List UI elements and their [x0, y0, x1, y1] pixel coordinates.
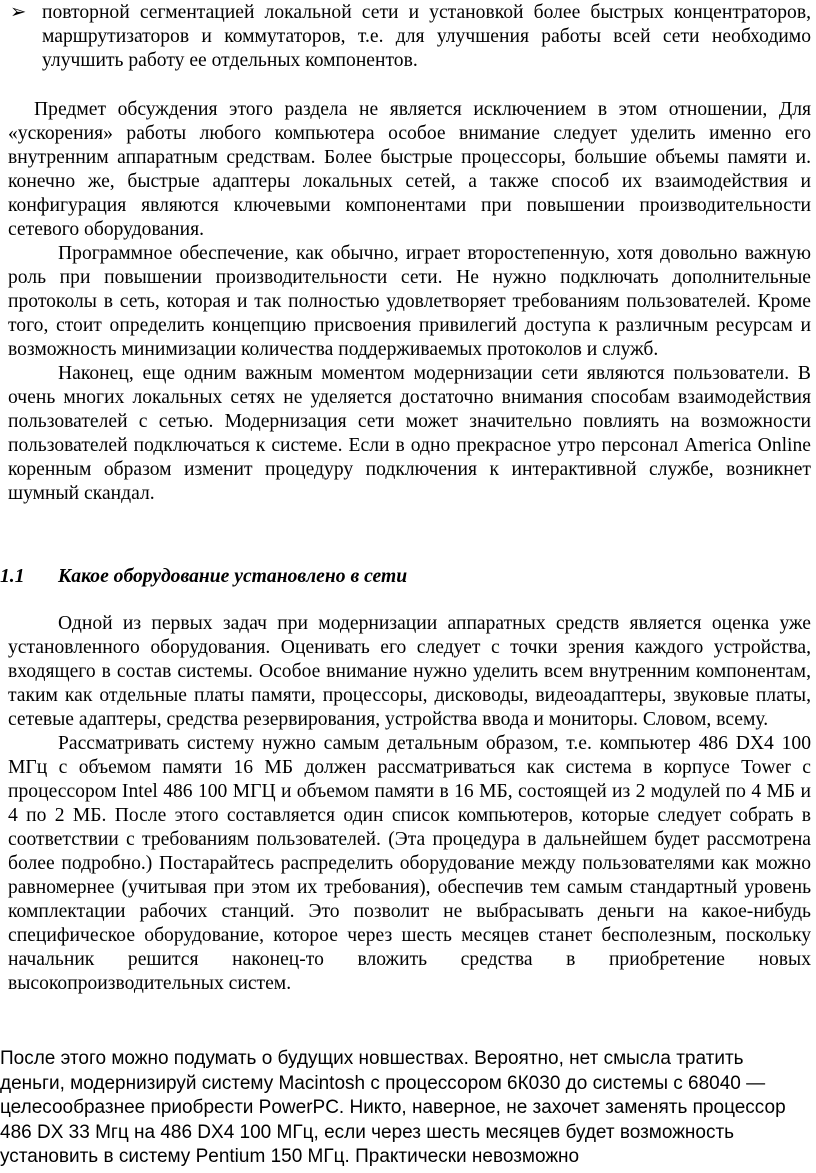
- tail-paragraph: После этого можно подумать о будущих новшествах. Вероятно, нет смысла тратить деньги, модернизируй систему Macintosh с процессором 6К030 до системы с 68040 — целесообразнее приобрести PowerPC. Никто, наверное, не захочет заменять процессор 486 DX 33 Мгц на 486 DX4 100 МГц, если через шесть месяцев будет возможность установить в систему Pentium 150 МГц. Практически невозможно: [0, 1048, 786, 1168]
- body-text-section: [8, 612, 811, 996]
- body-text-top: [8, 98, 811, 506]
- bullet-text: повторной сегментацией локальной сети и установкой более быстрых концентраторов, маршрутизаторов и коммутаторов, т.е. для улучшения работы всей сети необходимо улучшить работу ее отдельных компонентов.: [42, 2, 811, 71]
- paragraph: Наконец, еще одним важным моментом модернизации сети являются пользователи. В очень многих локальных сетях не уделяется достаточно внимания способам взаимодействия пользователей с сетью. Модернизация сети может значительно повлиять на возможности пользователей подключаться к системе. Если в одно прекрасное утро персонал America Online коренным образом изменит процедуру подключения к интерактивной службе, возникнет шумный скандал.: [8, 363, 811, 504]
- paragraph: Предмет обсуждения этого раздела не является исключением в этом отношении, Для «ускорения» работы любого компьютера особое внимание следует уделить именно его внутренним аппаратным средствам. Более быстрые процессоры, большие объемы памяти и. конечно же, быстрые адаптеры локальных сетей, а также способ их взаимодействия и конфигурация являются ключевыми компонентами при повышении производительности сетевого оборудования.: [8, 99, 811, 240]
- paragraph: Рассматривать систему нужно самым детальным образом, т.е. компьютер 486 DX4 100 МГц с объемом памяти 16 МБ должен рассматриваться как система в корпусе Tower с процессором Intel 486 100 МГЦ и объемом памяти в 16 МБ, состоящей из 2 модулей по 4 МБ и 4 по 2 МБ. После этого составляется один список компьютеров, которые следует собрать в соответствии с требованиям пользователей. (Эта процедура в дальнейшем будет рассмотрена более подробно.) Постарайтесь распределить оборудование между пользователями как можно равномернее (учитывая при этом их требования), обеспечив тем самым стандартный уровень комплектации рабочих станций. Это позволит не выбрасывать деньги на какое-нибудь специфическое оборудование, которое через шесть месяцев станет бесполезным, поскольку начальник решится наконец-то вложить средства в приобретение новых высокопроизводительных систем.: [8, 733, 811, 994]
- section-number: 1.1: [0, 566, 25, 587]
- section-title: Какое оборудование установлено в сети: [58, 566, 408, 587]
- bullet-list-item: [8, 1, 811, 73]
- paragraph: Одной из первых задач при модернизации аппаратных средств является оценка уже установленного оборудования. Оценивать его следует с точки зрения каждого устройства, входящего в состав системы. Особое внимание нужно уделить всем внутренним компонентам, таким как отдельные платы памяти, процессоры, дисководы, видеоадаптеры, звуковые платы, сетевые адаптеры, средства резервирования, устройства ввода и мониторы. Словом, всему.: [8, 613, 811, 730]
- tail-paragraph-block: [0, 1047, 790, 1170]
- arrow-bullet-icon: ➢: [10, 2, 27, 23]
- paragraph: Программное обеспечение, как обычно, играет второстепенную, хотя довольно важную роль при повышении производительности сети. Не нужно подключать дополнительные протоколы в сеть, которая и так полностью удовлетворяет требованиям пользователей. Кроме того, стоит определить концепцию присвоения привилегий доступа к различным ресурсам и возможность минимизации количества поддерживаемых протоколов и служб.: [8, 243, 811, 360]
- section-heading: [0, 565, 810, 589]
